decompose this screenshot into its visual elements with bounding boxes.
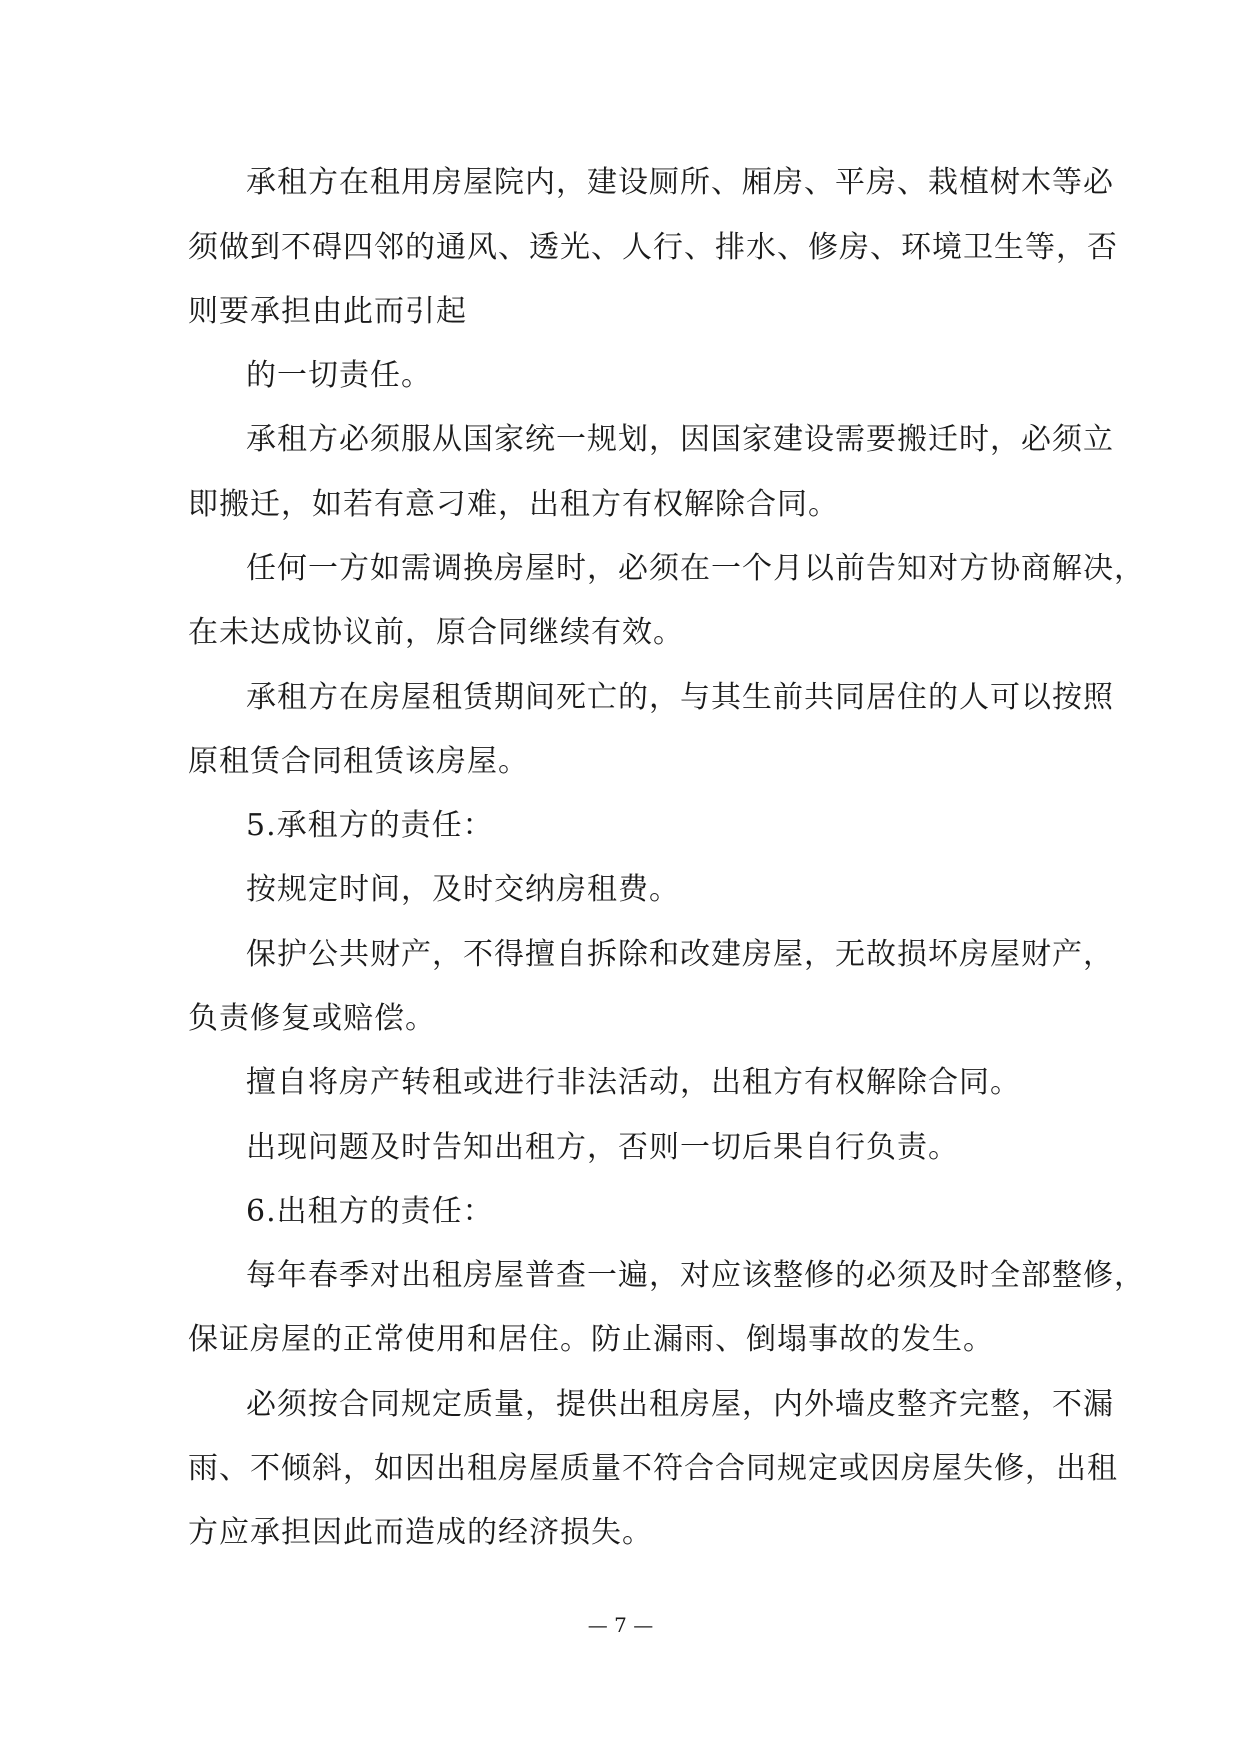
text-line: 擅自将房产转租或进行非法活动，出租方有权解除合同。	[246, 1065, 1021, 1100]
text-line: 承租方必须服从国家统一规划，因国家建设需要搬迁时，必须立	[246, 422, 1114, 457]
text-line: 承租方在房屋租赁期间死亡的，与其生前共同居住的人可以按照	[246, 680, 1114, 715]
text-line: 的一切责任。	[246, 358, 432, 393]
text-line: 即搬迁，如若有意刁难，出租方有权解除合同。	[188, 487, 839, 522]
text-line: 原租赁合同租赁该房屋。	[188, 744, 529, 779]
page-number: — 7 —	[587, 1613, 654, 1637]
section-heading: 5.承租方的责任：	[246, 808, 494, 843]
text-line: 任何一方如需调换房屋时，必须在一个月以前告知对方协商解决，	[246, 551, 1145, 586]
text-line: 必须按合同规定质量，提供出租房屋，内外墙皮整齐完整，不漏	[246, 1387, 1114, 1422]
section-heading: 6.出租方的责任：	[246, 1194, 494, 1229]
text-line: 保护公共财产，不得擅自拆除和改建房屋，无故损坏房屋财产，	[246, 937, 1114, 972]
text-line: 每年春季对出租房屋普查一遍，对应该整修的必须及时全部整修，	[246, 1258, 1145, 1293]
text-line: 则要承担由此而引起	[188, 294, 467, 329]
text-line: 承租方在租用房屋院内，建设厕所、厢房、平房、栽植树木等必	[246, 165, 1114, 200]
text-line: 负责修复或赔偿。	[188, 1001, 436, 1036]
text-line: 保证房屋的正常使用和居住。防止漏雨、倒塌事故的发生。	[188, 1322, 994, 1357]
text-line: 须做到不碍四邻的通风、透光、人行、排水、修房、环境卫生等，否	[188, 230, 1118, 265]
text-line: 在未达成协议前，原合同继续有效。	[188, 615, 684, 650]
text-line: 出现问题及时告知出租方，否则一切后果自行负责。	[246, 1130, 959, 1165]
text-line: 按规定时间，及时交纳房租费。	[246, 872, 680, 907]
text-line: 雨、不倾斜，如因出租房屋质量不符合合同规定或因房屋失修，出租	[188, 1451, 1118, 1486]
text-line: 方应承担因此而造成的经济损失。	[188, 1515, 653, 1550]
